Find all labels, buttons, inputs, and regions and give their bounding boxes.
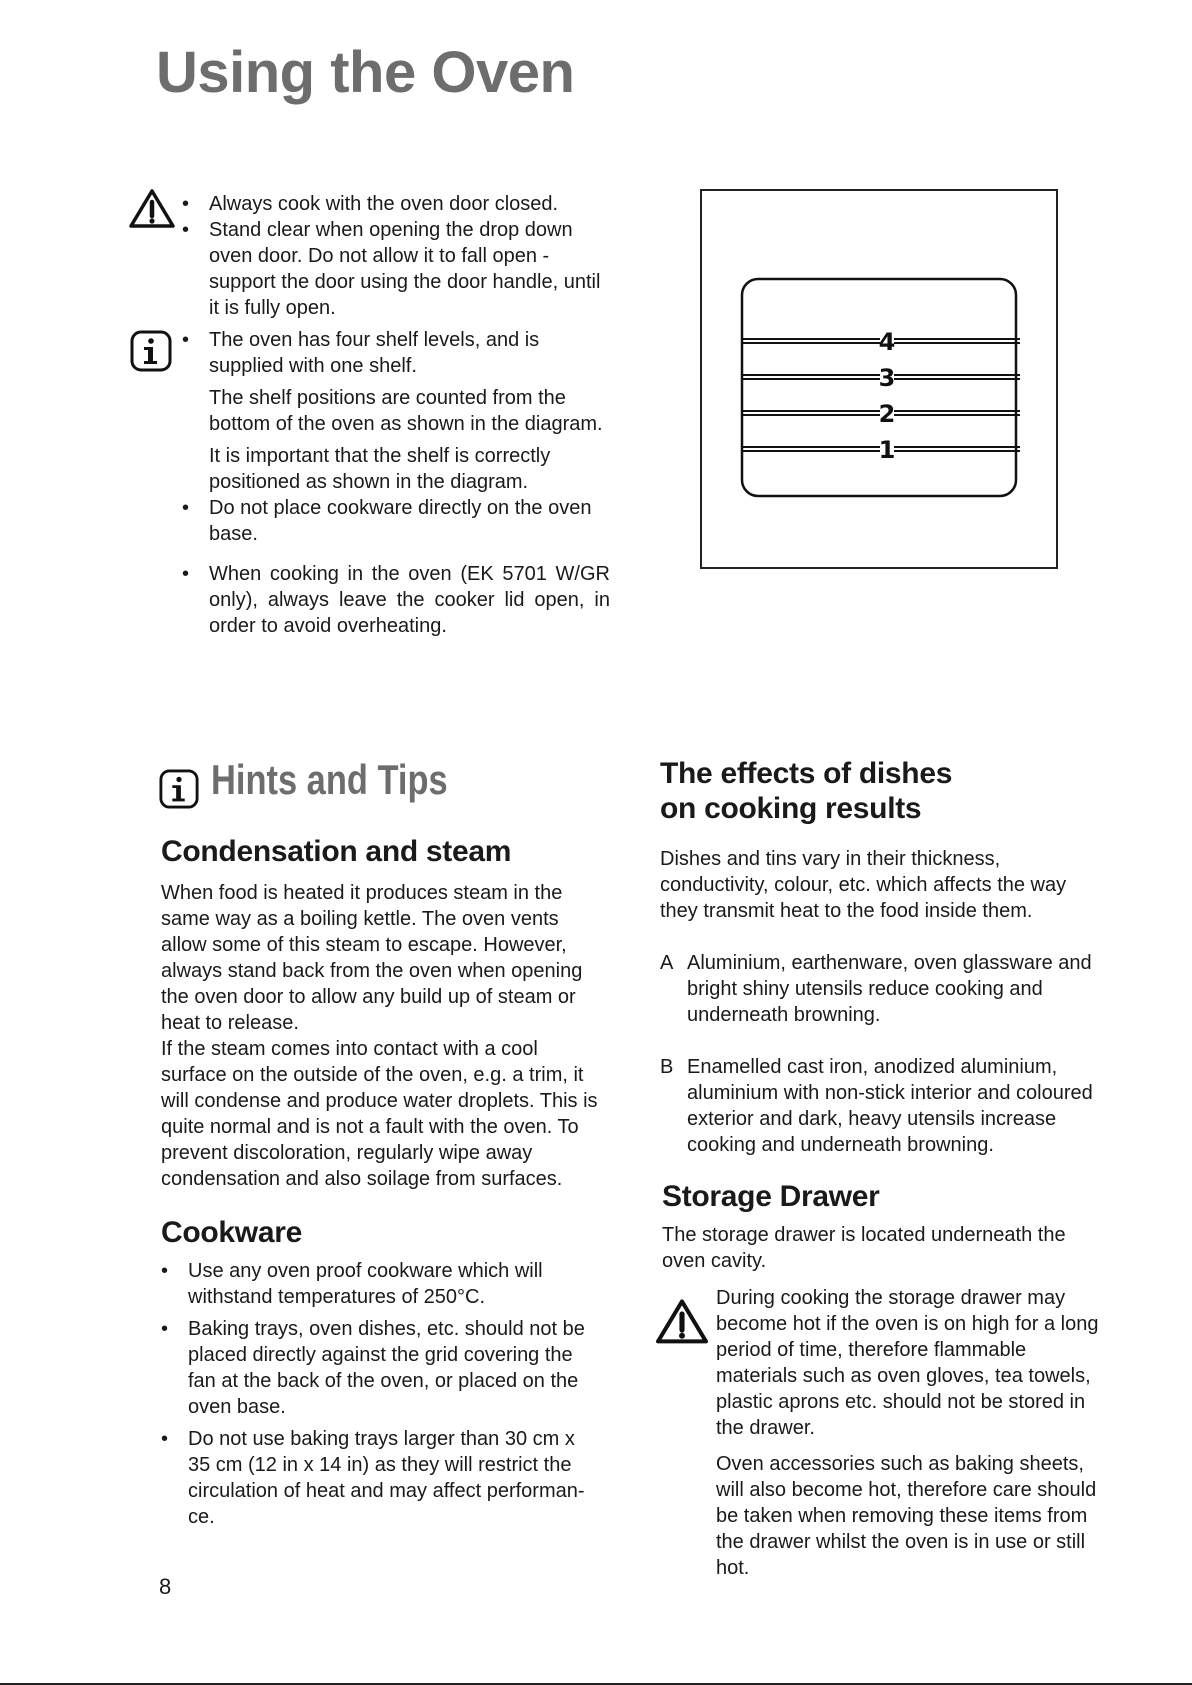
effects-item-b — [660, 1054, 1110, 1158]
page-title: Using the Oven — [156, 40, 575, 105]
effects-heading — [660, 757, 952, 826]
paragraph: Oven accessories such as baking sheets, will also become hot, therefore care should be taken when removing these items from the drawer whilst the oven is in use or still hot. — [716, 1453, 1097, 1579]
effects-intro: Dishes and tins vary in their thickness, conductivity, colour, etc. which affects the way they transmit heat to the food inside them. — [660, 848, 1067, 922]
list-item: • The oven has four shelf levels, and is supplied with one shelf. The shelf positions are counted from the bottom of the oven as shown in the diagram. It is important that the shelf is correctly positioned as shown in the diagram. — [182, 327, 610, 495]
warning-icon — [654, 1298, 710, 1346]
item-letter: A — [660, 952, 674, 974]
item-text: Aluminium, earthenware, oven glassware and bright shiny utensils reduce cooking and underneath browning. — [687, 952, 1092, 1026]
list-item: • Use any oven proof cookware which will withstand temperatures of 250°C. — [161, 1260, 543, 1308]
cookware-heading: Cookware — [161, 1216, 302, 1249]
effects-heading-line: on cooking results — [660, 791, 922, 825]
effects-heading-line: The effects of dishes — [660, 757, 953, 790]
shelf-runner-2 — [742, 400, 1020, 428]
shelf-runner-3 — [742, 364, 1020, 392]
oven-instructions — [182, 191, 610, 639]
shelf-label-1: 1 — [878, 436, 896, 464]
hints-title: Hints and Tips — [211, 756, 448, 803]
effects-item-a — [660, 950, 1110, 1028]
shelf-important-note: It is important that the shelf is correctly positioned as shown in the diagram. — [209, 445, 551, 493]
shelf-runner-4 — [742, 328, 1020, 356]
item-letter: B — [660, 1056, 674, 1078]
shelf-runner-1 — [742, 436, 1020, 464]
paragraph: When food is heated it produces steam in the same way as a boiling kettle. The oven vents allow some of this steam to escape. However, always stand back from the oven when opening the oven door to allow any build up of steam or heat to release. — [161, 882, 583, 1034]
shelf-label-3: 3 — [878, 364, 896, 392]
info-icon — [159, 769, 199, 809]
list-item: • Always cook with the oven door closed. — [182, 193, 559, 215]
item-text: Enamelled cast iron, anodized aluminium, aluminium with non-stick interior and coloured exterior and dark, heavy utensils increase cooking and underneath browning. — [687, 1056, 1093, 1156]
paragraph: If the steam comes into contact with a cool surface on the outside of the oven, e.g. a trim, it will condense and produce water droplets. This is quite normal and is not a fault with the oven. To prevent discoloration, regularly wipe away condensation and also soilage from surfaces. — [161, 1038, 598, 1190]
page-number: 8 — [159, 1574, 172, 1599]
list-item: • Do not place cookware directly on the oven base. — [182, 497, 592, 545]
paragraph: During cooking the storage drawer may become hot if the oven is on high for a long period of time, therefore flammable materials such as oven gloves, tea towels, plastic aprons etc. should not be stored in the drawer. — [716, 1287, 1099, 1439]
storage-warning — [716, 1285, 1112, 1581]
condensation-heading: Condensation and steam — [161, 835, 512, 868]
storage-heading: Storage Drawer — [662, 1180, 880, 1213]
list-item: • Stand clear when opening the drop down oven door. Do not allow it to fall open - support the door using the door handle, until it is fully open. — [182, 219, 601, 319]
cookware-list — [161, 1258, 601, 1530]
oven-cavity-illustration — [702, 191, 1056, 567]
shelf-position-note: The shelf positions are counted from the bottom of the oven as shown in the diagram. — [209, 387, 603, 435]
list-item: • When cooking in the oven (EK 5701 W/GR only), always leave the cooker lid open, in order to avoid overheating. — [182, 563, 610, 637]
shelf-label-2: 2 — [878, 400, 896, 428]
shelf-diagram — [700, 189, 1058, 569]
storage-intro: The storage drawer is located underneath the oven cavity. — [662, 1224, 1066, 1272]
list-item: • Do not use baking trays larger than 30 cm x 35 cm (12 in x 14 in) as they will restrict the circulation of heat and may affect performan-ce. — [161, 1428, 585, 1528]
list-item: • Baking trays, oven dishes, etc. should not be placed directly against the grid covering the fan at the back of the oven, or placed on the oven base. — [161, 1318, 585, 1418]
condensation-text — [161, 880, 601, 1192]
warning-icon — [128, 188, 176, 230]
shelf-label-4: 4 — [878, 328, 896, 356]
info-icon — [130, 330, 172, 372]
